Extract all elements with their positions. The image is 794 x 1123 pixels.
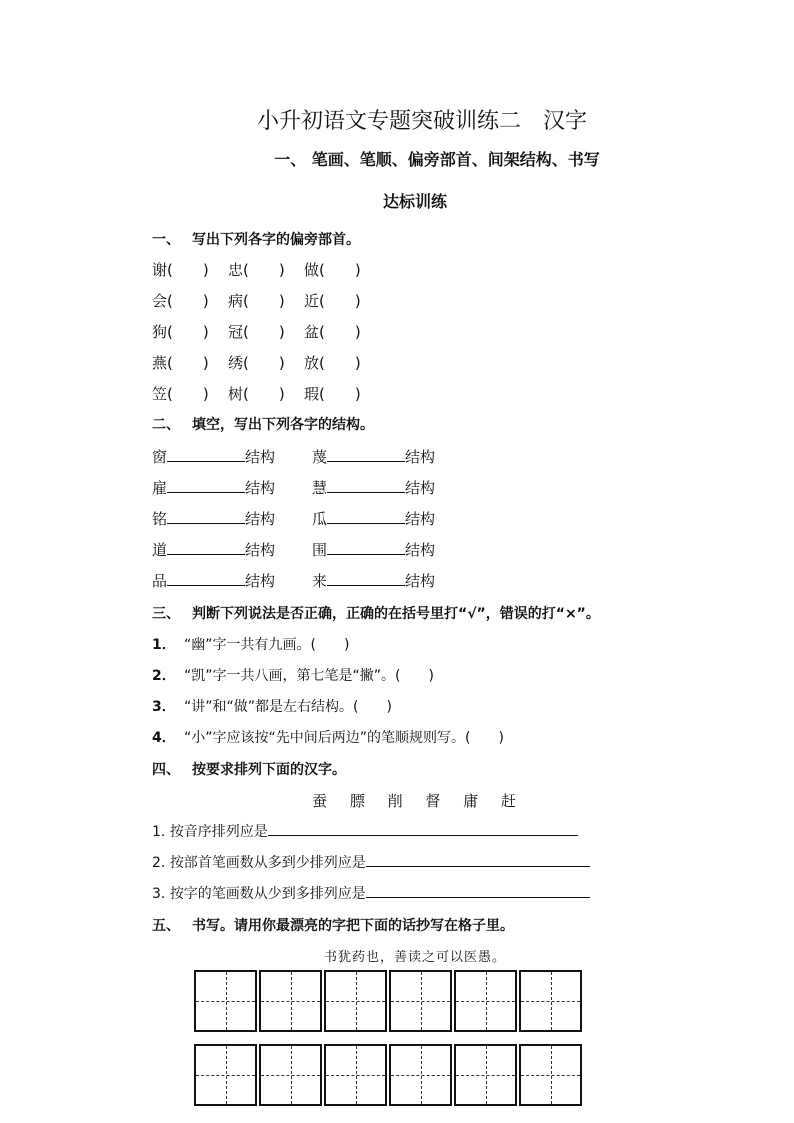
radical-item: 会( ) (152, 292, 209, 310)
radical-row (152, 321, 361, 342)
answer-line[interactable] (366, 883, 590, 898)
item-number: 2. (152, 855, 166, 871)
structure-row (152, 570, 435, 591)
section-number: 五、 (152, 918, 180, 934)
structure-char: 铭 (152, 510, 168, 528)
answer-line[interactable] (268, 821, 578, 836)
writing-cell[interactable] (194, 970, 257, 1032)
writing-cell[interactable] (259, 970, 322, 1032)
section-2-heading (152, 414, 374, 434)
radical-item: 瑕( ) (304, 385, 361, 403)
structure-suffix: 结构 (245, 541, 276, 559)
writing-cell[interactable] (519, 1044, 582, 1106)
copy-sentence: 书犹药也，善读之可以医愚。 (323, 950, 506, 965)
radical-item: 燕( ) (152, 354, 209, 372)
structure-row (152, 508, 435, 529)
radical-item: 做( ) (304, 261, 361, 279)
item-number: 1． (152, 637, 176, 653)
structure-row (152, 539, 435, 560)
structure-row (152, 477, 435, 498)
structure-char: 品 (152, 572, 168, 590)
structure-char: 窗 (152, 448, 168, 466)
structure-char: 雇 (152, 479, 168, 497)
section-1-heading (152, 229, 360, 249)
radical-item: 笠( ) (152, 385, 209, 403)
item-text: “讲”和“做”都是左右结构。( ) (184, 699, 392, 715)
sort-question (152, 883, 590, 903)
page-title: 小升初语文专题突破训练二 汉字 (256, 109, 587, 134)
section-text: 判断下列说法是否正确，正确的在括号里打“√”，错误的打“×”。 (192, 606, 600, 622)
writing-grid-row (194, 970, 582, 1032)
answer-blank[interactable] (327, 539, 405, 555)
structure-suffix: 结构 (245, 479, 276, 497)
section-text: 填空，写出下列各字的结构。 (192, 417, 374, 433)
item-text: “幽”字一共有九画。( ) (184, 637, 350, 653)
sort-characters: 蚕 膘 削 督 庸 赶 (312, 792, 518, 810)
item-number: 2． (152, 668, 176, 684)
item-number: 3. (152, 886, 166, 902)
section-text: 写出下列各字的偏旁部首。 (192, 232, 360, 248)
structure-char: 瓜 (312, 510, 328, 528)
structure-suffix: 结构 (405, 572, 436, 590)
structure-char: 蔑 (312, 448, 328, 466)
radical-item: 绣( ) (228, 354, 285, 372)
structure-char: 慧 (312, 479, 328, 497)
section-text: 书写。请用你最漂亮的字把下面的话抄写在格子里。 (192, 918, 514, 934)
item-text: 按音序排列应是 (169, 824, 268, 840)
item-text: “小”字应该按“先中间后两边”的笔顺规则写。( ) (184, 730, 504, 746)
section-3-heading (152, 603, 600, 623)
sub-heading: 达标训练 (382, 192, 447, 211)
structure-suffix: 结构 (405, 510, 436, 528)
structure-char: 围 (312, 541, 328, 559)
judgement-item (152, 696, 392, 716)
judgement-item (152, 665, 434, 685)
radical-item: 盆( ) (304, 323, 361, 341)
judgement-item (152, 727, 504, 747)
section-number: 三、 (152, 606, 180, 622)
writing-cell[interactable] (454, 1044, 517, 1106)
item-number: 1. (152, 824, 166, 840)
structure-suffix: 结构 (405, 448, 436, 466)
radical-item: 近( ) (304, 292, 361, 310)
answer-blank[interactable] (167, 570, 245, 586)
writing-cell[interactable] (519, 970, 582, 1032)
writing-cell[interactable] (194, 1044, 257, 1106)
section-text: 按要求排列下面的汉字。 (192, 762, 346, 778)
structure-char: 来 (312, 572, 328, 590)
writing-grid-row (194, 1044, 582, 1106)
radical-row (152, 290, 361, 311)
answer-blank[interactable] (327, 446, 405, 462)
section-number: 一、 (152, 232, 180, 248)
section-number: 二、 (152, 417, 180, 433)
radical-item: 放( ) (304, 354, 361, 372)
answer-blank[interactable] (327, 477, 405, 493)
section-number: 四、 (152, 762, 180, 778)
item-text: 按部首笔画数从多到少排列应是 (169, 855, 366, 871)
radical-item: 谢( ) (152, 261, 209, 279)
answer-blank[interactable] (327, 570, 405, 586)
radical-item: 狗( ) (152, 323, 209, 341)
item-number: 4． (152, 730, 176, 746)
radical-row (152, 383, 361, 404)
radical-row (152, 259, 361, 280)
answer-blank[interactable] (167, 477, 245, 493)
structure-row (152, 446, 435, 467)
radical-item: 忠( ) (228, 261, 285, 279)
section-heading: 一、 笔画、笔顺、偏旁部首、间架结构、书写 (274, 150, 600, 169)
answer-blank[interactable] (167, 446, 245, 462)
radical-row (152, 352, 361, 373)
structure-suffix: 结构 (405, 541, 436, 559)
structure-suffix: 结构 (245, 448, 276, 466)
structure-suffix: 结构 (245, 572, 276, 590)
section-4-heading (152, 759, 346, 779)
answer-line[interactable] (366, 852, 590, 867)
writing-cell[interactable] (389, 970, 452, 1032)
answer-blank[interactable] (167, 508, 245, 524)
radical-item: 病( ) (228, 292, 285, 310)
radical-item: 冠( ) (228, 323, 285, 341)
item-text: “凯”字一共八画，第七笔是“撇”。( ) (184, 668, 434, 684)
answer-blank[interactable] (167, 539, 245, 555)
writing-cell[interactable] (389, 1044, 452, 1106)
item-text: 按字的笔画数从少到多排列应是 (169, 886, 366, 902)
writing-cell[interactable] (259, 1044, 322, 1106)
section-5-heading (152, 915, 514, 935)
structure-char: 道 (152, 541, 168, 559)
structure-suffix: 结构 (405, 479, 436, 497)
writing-cell[interactable] (324, 1044, 387, 1106)
structure-suffix: 结构 (245, 510, 276, 528)
judgement-item (152, 634, 349, 654)
sort-question (152, 852, 590, 872)
answer-blank[interactable] (327, 508, 405, 524)
item-number: 3． (152, 699, 176, 715)
radical-item: 树( ) (228, 385, 285, 403)
writing-cell[interactable] (454, 970, 517, 1032)
sort-question (152, 821, 578, 841)
writing-cell[interactable] (324, 970, 387, 1032)
